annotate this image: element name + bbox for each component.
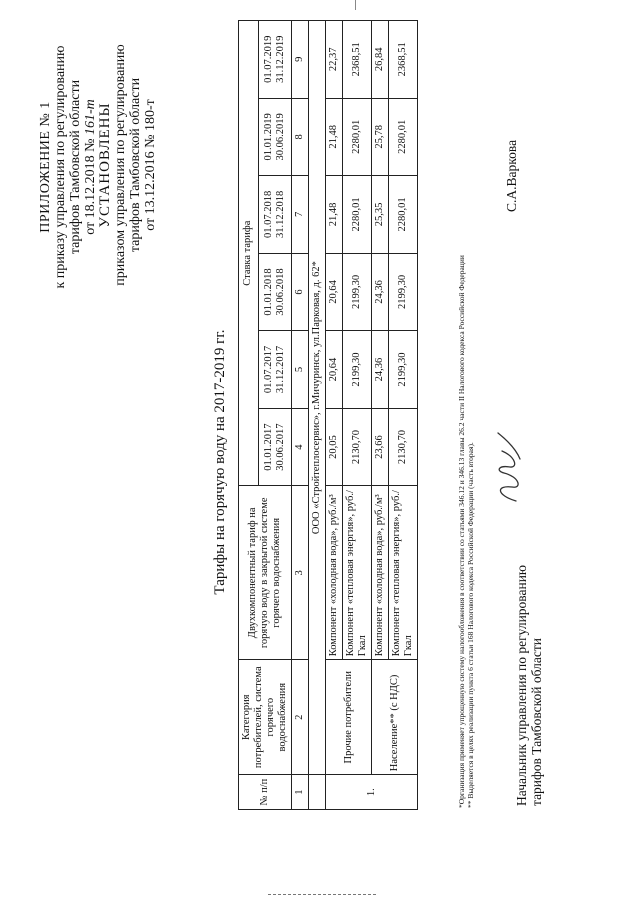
period-header: 01.07.2017 31.12.2017 (258, 331, 291, 409)
annex-number-handwritten: 161-т (83, 99, 98, 135)
component-cell: Компонент «тепловая энергия», руб./Гкал (343, 486, 372, 660)
value-cell: 25,78 (372, 98, 389, 176)
value-cell: 2280,01 (389, 98, 418, 176)
row-number: 1. (326, 775, 418, 810)
value-cell: 2280,01 (343, 98, 372, 176)
value-cell: 2280,01 (389, 176, 418, 254)
handwritten-signature (490, 427, 526, 507)
period-header: 01.01.2019 30.06.2019 (258, 98, 291, 176)
document-title: Тарифы на горячую воду на 2017-2019 гг. (212, 329, 228, 595)
approved-line-1: приказом управления по регулированию (113, 44, 128, 286)
annex-line-1: к приказу управления по регулированию (53, 45, 68, 289)
value-cell: 21,48 (326, 176, 343, 254)
tariff-table (238, 20, 418, 810)
column-number: 2 (292, 660, 309, 775)
value-cell: 20,64 (326, 331, 343, 409)
value-cell: 2280,01 (343, 176, 372, 254)
table-row (326, 21, 343, 810)
column-number: 3 (292, 486, 309, 660)
period-header: 01.01.2018 30.06.2018 (258, 253, 291, 331)
organization-row: ООО «Стройтеплосервис», г.Мичуринск, ул.Парковая, д. 62* (309, 21, 326, 775)
header-category: Категория потребителей, система горячего водоснабжения (239, 660, 292, 775)
period-header: 01.01.2017 30.06.2017 (258, 408, 291, 486)
value-cell: 20,05 (326, 408, 343, 486)
column-number: 7 (292, 176, 309, 254)
period-header: 01.07.2018 31.12.2018 (258, 176, 291, 254)
column-number: 8 (292, 98, 309, 176)
value-cell: 24,36 (372, 331, 389, 409)
approved-line-3: от 13.12.2016 № 180-т (143, 99, 158, 231)
value-cell: 2368,51 (389, 21, 418, 99)
signer-position-line-2: тарифов Тамбовской области (529, 638, 544, 806)
org-row-spacer (309, 775, 326, 810)
value-cell: 24,36 (372, 253, 389, 331)
table-row (372, 21, 389, 810)
category-cell: Прочие потребители (326, 660, 372, 775)
value-cell: 2368,51 (343, 21, 372, 99)
signer-position-line-1: Начальник управления по регулированию (514, 564, 529, 806)
header-number: № п/п (239, 775, 292, 810)
column-number: 4 (292, 408, 309, 486)
value-cell: 26,84 (372, 21, 389, 99)
annex-line-2: тарифов Тамбовской области (68, 79, 83, 255)
scan-edge-mark (355, 0, 356, 10)
header-component: Двухкомпонентный тариф на горячую воду в закрытой системе горячего водоснабжения (239, 486, 292, 660)
footnote-1: *Организация применяет упрощенную систему налогообложения в соответствии со статьями 346.12 и 346.13 главы 26.2 части II Налогового кодекса Российской Федерации (457, 255, 466, 808)
footnotes (457, 8, 475, 808)
document-sheet (20, 12, 620, 892)
approved-line-2: тарифов Тамбовской области (128, 77, 143, 253)
header-rate: Ставка тарифа (239, 21, 259, 486)
value-cell: 23,66 (372, 408, 389, 486)
period-header: 01.07.2019 31.12.2019 (258, 21, 291, 99)
column-number: 6 (292, 253, 309, 331)
annex-heading: ПРИЛОЖЕНИЕ № 1 (38, 101, 53, 233)
footnote-2: ** Выделяется в целях реализации пункта 6 статьи 168 Налогового кодекса Российской Федерации (часть вторая). (466, 442, 475, 808)
approved-heading: УСТАНОВЛЕНЫ (97, 102, 113, 228)
component-cell: Компонент «холодная вода», руб./м³ (326, 486, 343, 660)
annex-date-line (83, 32, 98, 302)
value-cell: 2199,30 (389, 253, 418, 331)
value-cell: 20,64 (326, 253, 343, 331)
scan-edge-mark-bottom (268, 894, 376, 896)
value-cell: 22,37 (326, 21, 343, 99)
approved-block (98, 30, 158, 300)
component-cell: Компонент «холодная вода», руб./м³ (372, 486, 389, 660)
component-cell: Компонент «тепловая энергия», руб./Гкал (389, 486, 418, 660)
value-cell: 25,35 (372, 176, 389, 254)
value-cell: 2199,30 (343, 253, 372, 331)
value-cell: 2130,70 (343, 408, 372, 486)
column-number: 5 (292, 331, 309, 409)
value-cell: 21,48 (326, 98, 343, 176)
annex-date: от 18.12.2018 № (83, 138, 98, 235)
column-number: 9 (292, 21, 309, 99)
value-cell: 2199,30 (343, 331, 372, 409)
category-cell: Население** (с НДС) (372, 660, 418, 775)
annex-block (38, 32, 98, 302)
column-number: 1 (292, 775, 309, 810)
value-cell: 2130,70 (389, 408, 418, 486)
value-cell: 2199,30 (389, 331, 418, 409)
signer-name: С.А.Варкова (504, 139, 519, 212)
signer-position (514, 506, 544, 806)
